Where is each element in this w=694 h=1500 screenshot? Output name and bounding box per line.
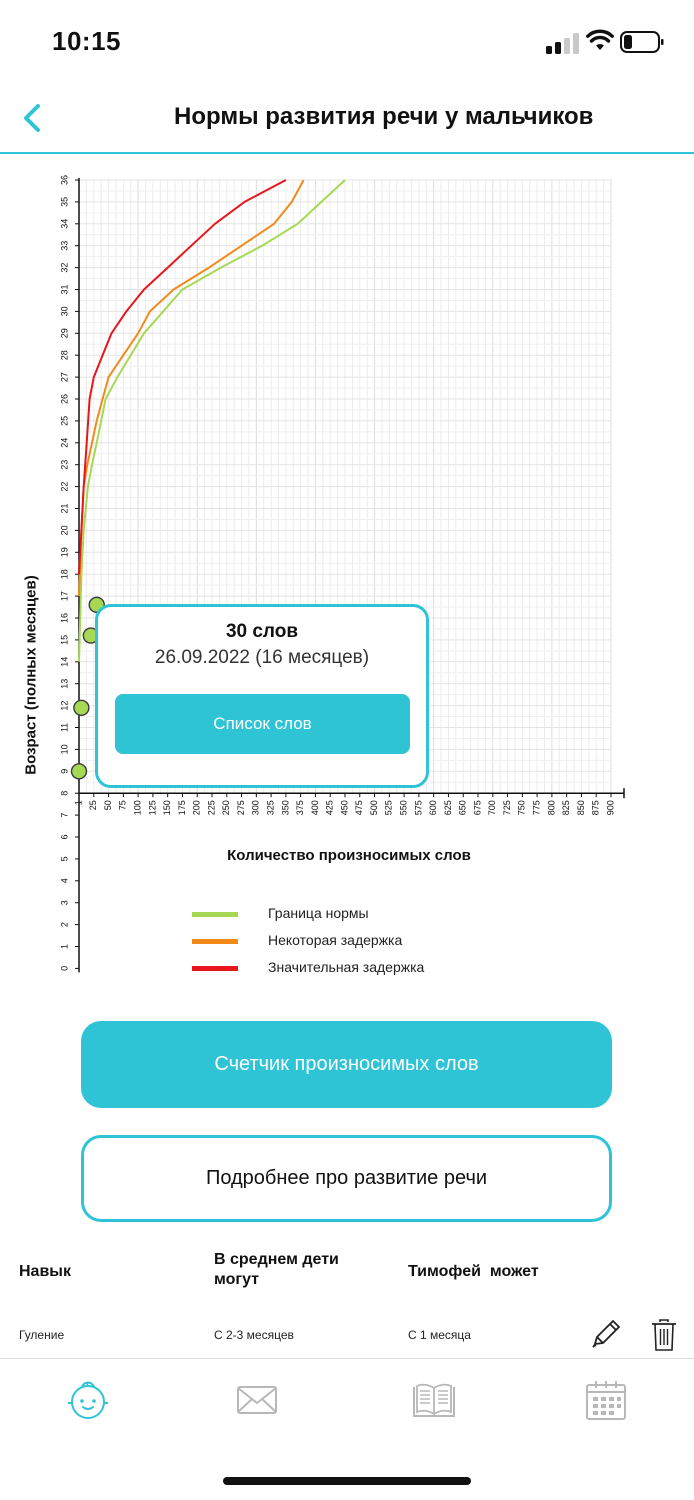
x-tick-label: 1 — [73, 800, 84, 806]
x-tick-label: 900 — [605, 800, 616, 816]
y-tick-label: 14 — [59, 656, 70, 667]
x-tick-label: 175 — [176, 800, 187, 816]
y-tick-label: 36 — [59, 174, 70, 186]
chart-canvas — [0, 160, 694, 990]
measurement-tooltip — [95, 604, 429, 788]
y-tick-label: 18 — [59, 569, 70, 580]
x-tick-label: 75 — [117, 800, 128, 811]
y-tick-label: 10 — [59, 744, 70, 755]
y-tick-label: 9 — [59, 768, 70, 774]
legend-label: Граница нормы — [268, 905, 369, 921]
table-cell-skill: Гуление — [19, 1328, 65, 1342]
y-tick-label: 4 — [59, 878, 70, 884]
y-tick-label: 24 — [59, 437, 70, 448]
y-tick-label: 21 — [59, 503, 70, 514]
x-tick-label: 500 — [368, 800, 379, 816]
envelope-icon[interactable] — [233, 1376, 281, 1424]
table-header-skill: Навык — [19, 1263, 71, 1280]
status-bar — [0, 0, 694, 86]
x-tick-label: 525 — [383, 800, 394, 816]
table-cell-average: С 2-3 месяцев — [214, 1328, 294, 1342]
x-tick-label: 275 — [235, 800, 246, 816]
x-tick-label: 150 — [162, 800, 173, 816]
back-chevron-icon[interactable] — [16, 98, 52, 138]
x-tick-label: 325 — [265, 800, 276, 816]
x-tick-label: 575 — [413, 800, 424, 816]
x-tick-label: 725 — [501, 800, 512, 816]
nav-header — [0, 86, 694, 154]
x-tick-label: 775 — [531, 800, 542, 816]
x-tick-label: 25 — [88, 800, 99, 811]
x-tick-label: 450 — [339, 800, 350, 816]
x-tick-label: 825 — [561, 800, 572, 816]
y-tick-label: 28 — [59, 350, 70, 361]
y-tick-label: 22 — [59, 481, 70, 492]
y-tick-label: 20 — [59, 525, 70, 536]
tooltip-date: 26.09.2022 (16 месяцев) — [154, 647, 370, 668]
word-list-button[interactable]: Список слов — [115, 694, 410, 754]
x-tick-label: 225 — [206, 800, 217, 816]
status-time: 10:15 — [52, 26, 121, 56]
y-tick-label: 15 — [59, 634, 70, 645]
y-tick-label: 33 — [59, 240, 70, 251]
trash-icon[interactable] — [650, 1318, 678, 1352]
x-tick-label: 200 — [191, 800, 202, 816]
legend-swatch — [192, 966, 238, 971]
y-tick-label: 31 — [59, 284, 70, 295]
x-tick-label: 625 — [442, 800, 453, 816]
speech-norms-chart — [0, 160, 694, 990]
measurement-point — [72, 764, 87, 779]
cellular-signal-icon — [546, 32, 580, 54]
book-icon[interactable] — [410, 1376, 458, 1424]
y-tick-label: 2 — [59, 922, 70, 928]
x-tick-label: 675 — [472, 800, 483, 816]
y-tick-label: 17 — [59, 591, 70, 602]
x-tick-label: 300 — [250, 800, 261, 816]
x-tick-label: 425 — [324, 800, 335, 816]
y-tick-label: 34 — [59, 218, 70, 229]
x-tick-label: 550 — [398, 800, 409, 816]
x-tick-label: 650 — [457, 800, 468, 816]
legend-label: Значительная задержка — [268, 959, 425, 975]
y-tick-label: 11 — [59, 722, 70, 733]
battery-icon — [620, 31, 664, 53]
x-tick-label: 850 — [575, 800, 586, 816]
y-tick-label: 12 — [59, 700, 70, 711]
y-tick-label: 8 — [59, 790, 70, 796]
y-tick-label: 30 — [59, 306, 70, 317]
row-divider — [0, 1358, 694, 1359]
table-header-child: Тимофей может — [408, 1263, 539, 1280]
measurement-point — [74, 700, 89, 715]
y-tick-label: 29 — [59, 328, 70, 339]
tooltip-word-count: 30 слов — [225, 621, 299, 642]
y-tick-label: 6 — [59, 834, 70, 840]
y-tick-label: 3 — [59, 900, 70, 906]
legend-swatch — [192, 912, 238, 917]
y-axis-title-text: Возраст (полных месяцев) — [22, 575, 40, 775]
x-tick-label: 875 — [590, 800, 601, 816]
y-tick-label: 27 — [59, 372, 70, 383]
legend-swatch — [192, 939, 238, 944]
legend-label: Некоторая задержка — [268, 932, 403, 948]
table-header-average: В среднем дети могут — [214, 1251, 339, 1288]
wifi-icon — [586, 28, 614, 52]
x-axis-title: Количество произносимых слов — [227, 847, 471, 864]
x-tick-label: 800 — [546, 800, 557, 816]
y-tick-label: 19 — [59, 547, 70, 558]
x-tick-label: 375 — [295, 800, 306, 816]
word-counter-button[interactable]: Счетчик произносимых слов — [81, 1021, 612, 1108]
x-tick-label: 475 — [354, 800, 365, 816]
y-tick-label: 26 — [59, 393, 70, 405]
calendar-icon[interactable] — [582, 1376, 630, 1424]
y-tick-label: 25 — [59, 415, 70, 426]
y-tick-label: 13 — [59, 678, 70, 689]
y-tick-label: 16 — [59, 612, 70, 624]
x-tick-label: 50 — [102, 800, 113, 811]
home-indicator — [223, 1477, 471, 1485]
x-tick-label: 350 — [280, 800, 291, 816]
x-tick-label: 600 — [428, 800, 439, 816]
x-tick-label: 750 — [516, 800, 527, 816]
x-tick-label: 250 — [221, 800, 232, 816]
x-tick-label: 400 — [309, 800, 320, 816]
x-tick-label: 100 — [132, 800, 143, 816]
speech-info-button[interactable]: Подробнее про развитие речи — [81, 1135, 612, 1222]
y-tick-label: 5 — [59, 856, 70, 862]
x-tick-label: 700 — [487, 800, 498, 816]
table-cell-child: С 1 месяца — [408, 1328, 471, 1342]
y-tick-label: 32 — [59, 262, 70, 273]
y-tick-label: 1 — [59, 943, 70, 950]
y-tick-label: 35 — [59, 196, 70, 207]
page-title: Нормы развития речи у мальчиков — [174, 103, 594, 130]
y-tick-label: 23 — [59, 459, 70, 470]
y-tick-label: 0 — [59, 965, 70, 971]
pencil-icon[interactable] — [589, 1317, 623, 1351]
tab-bar — [0, 1360, 694, 1440]
y-tick-label: 7 — [59, 812, 70, 818]
x-tick-label: 125 — [147, 800, 158, 816]
baby-face-icon[interactable] — [64, 1376, 112, 1424]
